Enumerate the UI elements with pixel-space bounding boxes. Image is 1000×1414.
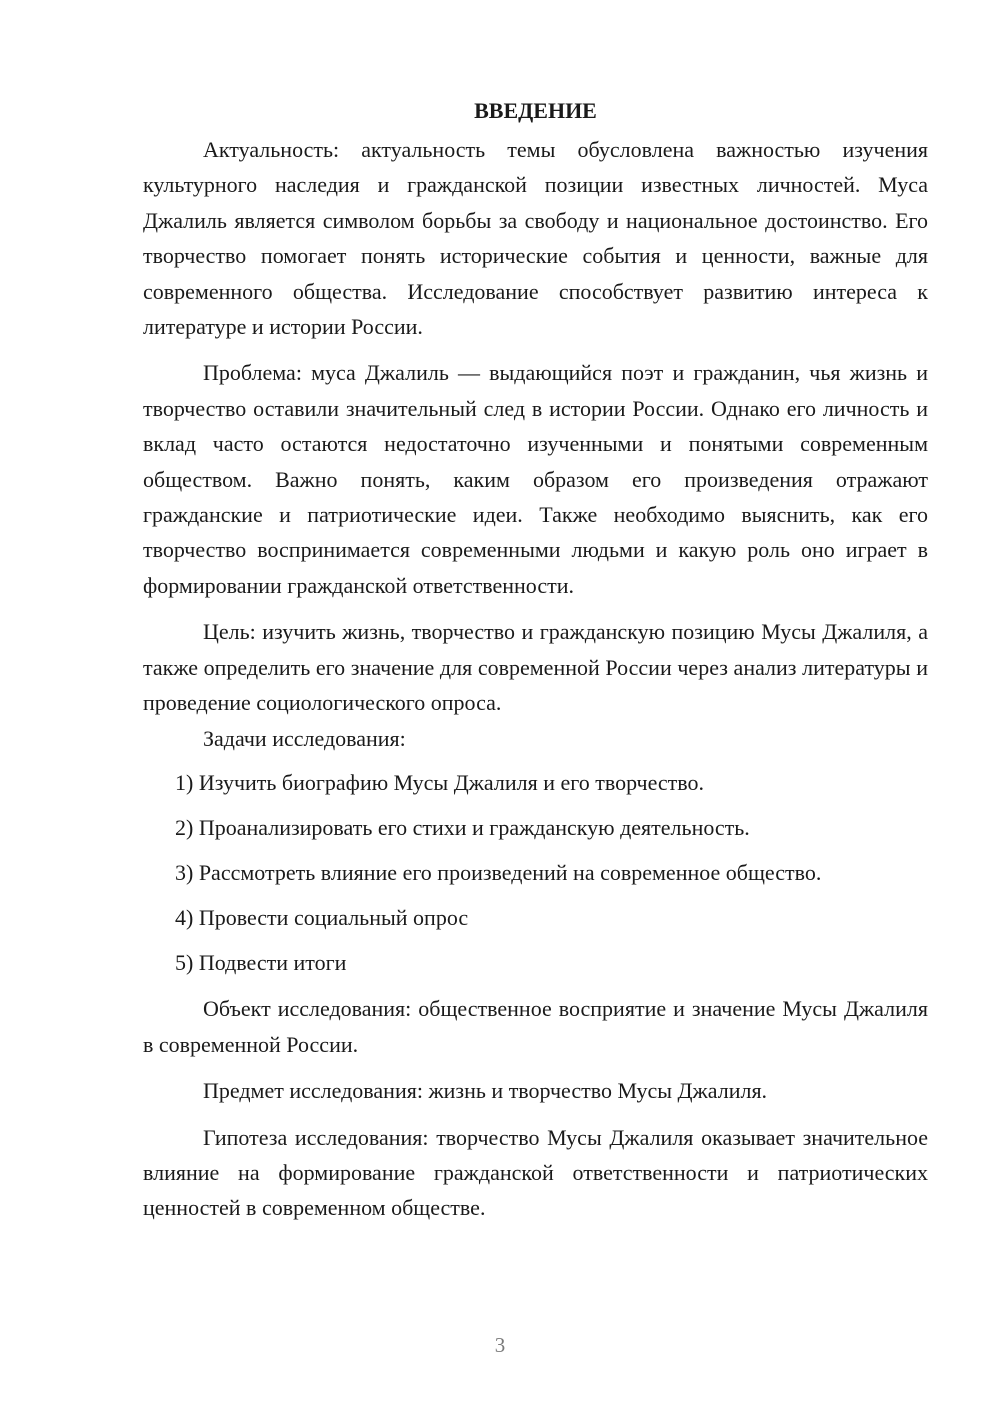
relevance-paragraph: Актуальность: актуальность темы обусловлена важностью изучения культурного наследия и гражданской позиции известных личностей. Муса Джалиль является символом борьбы за свободу и национальное достоинство. Его творчество помогает понять исторические события и ценности, важные для современного общества. Исследование способствует развитию интереса к литературе и истории России. bbox=[143, 137, 928, 340]
list-item: 1) Изучить биографию Мусы Джалиля и его творчество. bbox=[175, 770, 705, 796]
document-page bbox=[143, 92, 928, 1226]
tasks-list bbox=[143, 765, 928, 980]
section-title: ВВЕДЕНИЕ bbox=[474, 98, 597, 123]
goal-paragraph: Цель: изучить жизнь, творчество и гражданскую позицию Мусы Джалиля, а также определить его значение для современной России через анализ литературы и проведение социологического опроса. bbox=[143, 619, 928, 716]
page-number: 3 bbox=[494, 1333, 506, 1357]
list-item: 3) Рассмотреть влияние его произведений на современное общество. bbox=[175, 860, 822, 886]
list-item: 5) Подвести итоги bbox=[175, 950, 347, 976]
object-paragraph: Объект исследования: общественное восприятие и значение Мусы Джалиля в современной России. bbox=[143, 996, 928, 1057]
problem-paragraph: Проблема: муса Джалиль — выдающийся поэт и гражданин, чья жизнь и творчество оставили значительный след в истории России. Однако его личность и вклад часто остаются недостаточно изученными и понятыми современным обществом. Важно понять, каким образом его произведения отражают гражданские и патриотические идеи. Также необходимо выяснить, как его творчество воспринимается современными людьми и какую роль оно играет в формировании гражданской ответственности. bbox=[143, 360, 928, 598]
subject-paragraph: Предмет исследования: жизнь и творчество Мусы Джалиля. bbox=[203, 1078, 768, 1104]
hypothesis-paragraph: Гипотеза исследования: творчество Мусы Джалиля оказывает значительное влияние на формирование гражданской ответственности и патриотических ценностей в современном обществе. bbox=[143, 1124, 928, 1221]
list-item: 4) Провести социальный опрос bbox=[175, 905, 469, 931]
tasks-heading: Задачи исследования: bbox=[203, 725, 406, 751]
list-item: 2) Проанализировать его стихи и гражданскую деятельность. bbox=[175, 815, 750, 841]
